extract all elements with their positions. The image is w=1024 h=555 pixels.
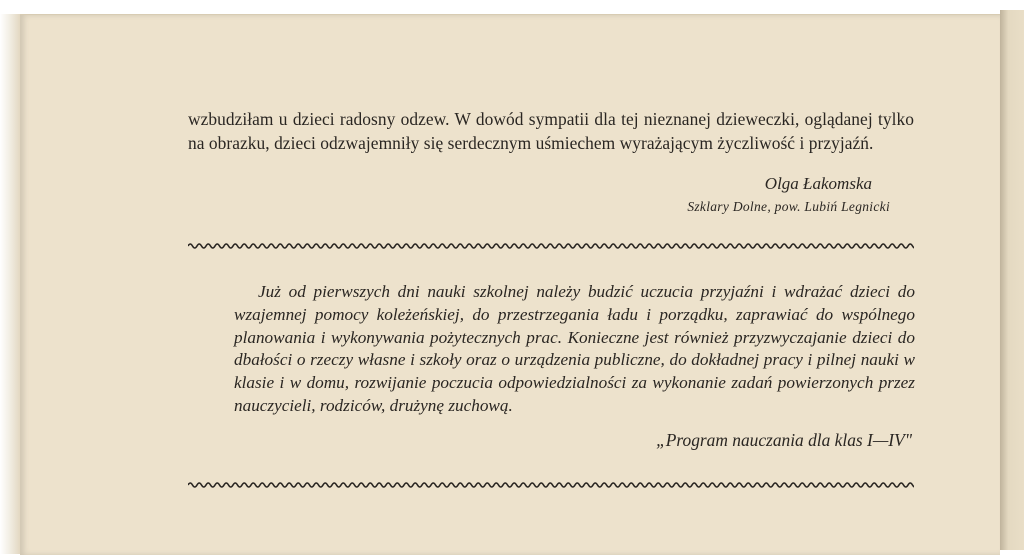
wavy-divider-bottom (188, 480, 914, 490)
letter-paragraph: wzbudziłam u dzieci radosny odzew. W dowód sympatii dla tej nieznanej dzieweczki, oglądanej tylko na obrazku, dzieci odzwajemniły się serdecznym uśmiechem wyrażającym życzliwość i przyjaźń. (188, 109, 914, 153)
wave-line (188, 483, 914, 487)
quote-source: „Program nauczania dla klas I—IV" (656, 430, 912, 450)
wave-line (188, 244, 914, 248)
book-binding-shadow (0, 14, 22, 554)
letter-place: Szklary Dolne, pow. Lubiń Legnicki (687, 199, 890, 214)
curriculum-quote: Już od pierwszych dni nauki szkolnej należy budzić uczucia przyjaźni i wdrażać dzieci do wzajemnej pomocy koleżeńskiej, do przestrzegania ładu i porządku, zaprawiać do wspólnego planowania i wykonywania pożytecznych prac. Konieczne jest również przyzwyczajanie dzieci do dbałości o rzeczy własne i szkoły oraz o urządzenia publiczne, do dokładnej pracy i pilnej nauki w klasie i w domu, rozwijanie poczucia odpowiedzialności za wykonanie zadań powierzonych przez nauczycieli, rodziców, drużynę zuchową. (234, 282, 915, 415)
letter-author: Olga Łakomska (764, 174, 872, 193)
wavy-divider-top (188, 241, 914, 251)
next-page-edge (1000, 10, 1024, 550)
